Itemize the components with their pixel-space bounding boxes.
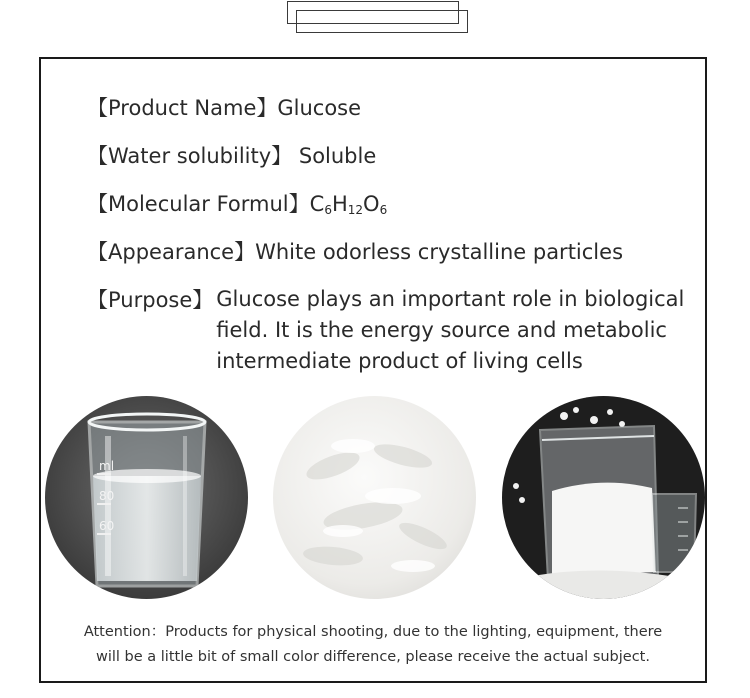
- water-solubility-row: [87, 140, 376, 172]
- header-deco-frame-front: [296, 10, 468, 33]
- beaker-mark-ml: ml: [99, 459, 115, 473]
- product-name-label: 【Product Name】: [87, 96, 278, 120]
- molecular-formula-value: [310, 192, 388, 216]
- purpose-row: [87, 284, 691, 377]
- formula-carbon-count: 6: [324, 203, 332, 217]
- beaker-mark-60: 60: [99, 519, 115, 533]
- molecular-formula-row: [87, 188, 387, 220]
- water-solubility-value: Soluble: [292, 144, 377, 168]
- glucose-powder-photo: [273, 396, 476, 599]
- molecular-formula-label: 【Molecular Formul】: [87, 192, 310, 216]
- beaker-photo: [45, 396, 248, 599]
- beaker-mark-80: 80: [99, 489, 115, 503]
- product-name-row: [87, 92, 361, 124]
- appearance-value: White odorless crystalline particles: [255, 240, 624, 264]
- product-name-value: Glucose: [277, 96, 362, 120]
- appearance-row: [87, 236, 623, 268]
- formula-oxygen-count: 6: [379, 203, 388, 217]
- attention-line-2: will be a little bit of small color difference, please receive the actual subject.: [96, 649, 650, 665]
- purpose-label: 【Purpose】: [87, 288, 214, 312]
- formula-hydrogen: H: [331, 192, 348, 216]
- formula-hydrogen-count: 12: [347, 203, 364, 217]
- purpose-value: Glucose plays an important role in biological field. It is the energy source and metabolic intermediate product of living cells: [216, 287, 685, 373]
- attention-note: [41, 620, 705, 670]
- attention-line-1: Attention：Products for physical shooting, due to the lighting, equipment, there: [83, 624, 663, 640]
- formula-oxygen: O: [363, 192, 380, 216]
- glucose-bag-photo: [502, 396, 705, 599]
- formula-carbon: C: [309, 192, 325, 216]
- appearance-label: 【Appearance】: [87, 240, 256, 264]
- water-solubility-label: 【Water solubility】: [87, 144, 293, 168]
